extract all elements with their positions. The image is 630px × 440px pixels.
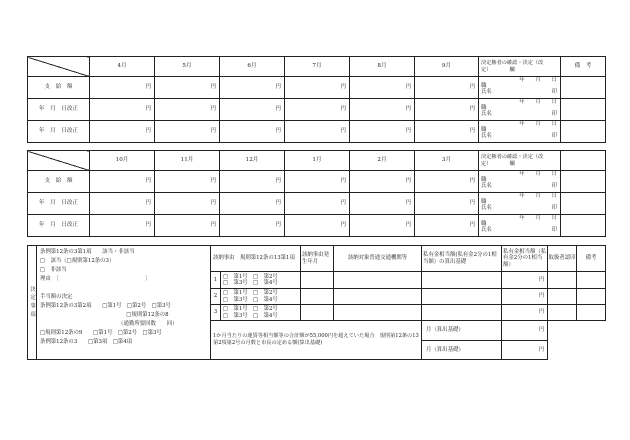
amount-cell[interactable]: 円 bbox=[285, 215, 350, 237]
row-label-revision: 年 月 日改正 bbox=[28, 193, 90, 215]
confirm-cell[interactable]: 年 月 日 職 氏名 印 bbox=[479, 171, 561, 193]
month-header: 10月 bbox=[90, 151, 155, 171]
private-amount-cell[interactable]: 円 bbox=[502, 305, 548, 321]
amount-cell[interactable]: 円 bbox=[220, 171, 285, 193]
approval-cell[interactable] bbox=[548, 305, 577, 321]
corner-diagonal-cell bbox=[28, 151, 90, 171]
month-header: 11月 bbox=[155, 151, 220, 171]
month-header: 8月 bbox=[350, 57, 415, 77]
amount-cell[interactable]: 円 bbox=[155, 193, 220, 215]
amount-cell[interactable]: 円 bbox=[155, 121, 220, 143]
confirm-cell[interactable]: 年 月 日 職 氏名 印 bbox=[479, 121, 561, 143]
row-label-payment: 支 給 額 bbox=[28, 77, 90, 99]
confirm-cell[interactable]: 年 月 日 職 氏名 印 bbox=[479, 77, 561, 99]
approval-cell[interactable] bbox=[548, 289, 577, 305]
amount-cell[interactable]: 円 bbox=[350, 193, 415, 215]
row-label-payment: 支 給 額 bbox=[28, 171, 90, 193]
amount-cell[interactable]: 円 bbox=[415, 171, 479, 193]
amount-cell[interactable]: 円 bbox=[285, 121, 350, 143]
month-header: 3月 bbox=[415, 151, 479, 171]
occurrence-cell[interactable] bbox=[301, 272, 334, 289]
confirm-cell[interactable]: 年 月 日 職 氏名 印 bbox=[479, 215, 561, 237]
month-header: 12月 bbox=[220, 151, 285, 171]
col-header-reason: 該納事由 規則第12条の13第1項 bbox=[211, 246, 301, 272]
amount-cell[interactable]: 円 bbox=[350, 121, 415, 143]
month-header: 4月 bbox=[90, 57, 155, 77]
transport-cell[interactable] bbox=[334, 289, 422, 305]
month-header: 9月 bbox=[415, 57, 479, 77]
reason-checkboxes[interactable]: □ 第1号 □ 第2号 □ 第3号 □ 第4号 bbox=[221, 305, 301, 321]
amount-cell[interactable]: 円 bbox=[220, 77, 285, 99]
remarks-cell[interactable] bbox=[561, 215, 606, 237]
amount-cell[interactable]: 円 bbox=[285, 77, 350, 99]
amount-cell[interactable]: 円 bbox=[350, 77, 415, 99]
amount-cell[interactable]: 円 bbox=[90, 215, 155, 237]
remarks-cell[interactable] bbox=[561, 99, 606, 121]
private-amount-cell[interactable]: 円 bbox=[502, 272, 548, 289]
reason-checkboxes[interactable]: □ 第1号 □ 第2号 □ 第3号 □ 第4号 bbox=[221, 272, 301, 289]
row-label-revision: 年 月 日改正 bbox=[28, 121, 90, 143]
amount-cell[interactable]: 円 bbox=[350, 215, 415, 237]
corner-diagonal-cell bbox=[28, 57, 90, 77]
approval-cell[interactable] bbox=[548, 272, 577, 289]
blank-cell bbox=[548, 321, 606, 341]
col-header-occurrence: 該納事由発生年月 bbox=[301, 246, 334, 272]
monthly-table-second-half bbox=[27, 150, 606, 237]
amount-cell[interactable]: 円 bbox=[220, 193, 285, 215]
amount-cell[interactable]: 円 bbox=[350, 171, 415, 193]
reason-checkboxes[interactable]: □ 第1号 □ 第2号 □ 第3号 □ 第4号 bbox=[221, 289, 301, 305]
amount-cell[interactable]: 円 bbox=[90, 171, 155, 193]
remarks-cell[interactable] bbox=[561, 77, 606, 99]
private-amount-cell[interactable]: 円 bbox=[502, 289, 548, 305]
amount-cell[interactable]: 円 bbox=[155, 215, 220, 237]
private-car-cell[interactable] bbox=[422, 289, 502, 305]
occurrence-cell[interactable] bbox=[301, 289, 334, 305]
monthly-table-first-half bbox=[27, 56, 606, 143]
month-calc-amount[interactable]: 円 bbox=[502, 321, 548, 341]
amount-cell[interactable]: 円 bbox=[415, 99, 479, 121]
blank-cell bbox=[548, 341, 606, 360]
amount-cell[interactable]: 円 bbox=[415, 121, 479, 143]
amount-cell[interactable]: 円 bbox=[220, 99, 285, 121]
month-header: 2月 bbox=[350, 151, 415, 171]
remarks-cell[interactable] bbox=[561, 193, 606, 215]
transport-cell[interactable] bbox=[334, 272, 422, 289]
month-header: 1月 bbox=[285, 151, 350, 171]
private-car-cell[interactable] bbox=[422, 305, 502, 321]
amount-cell[interactable]: 円 bbox=[350, 99, 415, 121]
amount-cell[interactable]: 円 bbox=[220, 215, 285, 237]
remarks-header: 備 考 bbox=[561, 57, 606, 77]
remarks-cell[interactable] bbox=[577, 272, 606, 289]
confirm-cell[interactable]: 年 月 日 職 氏名 印 bbox=[479, 193, 561, 215]
amount-cell[interactable]: 円 bbox=[220, 121, 285, 143]
amount-cell[interactable]: 円 bbox=[285, 171, 350, 193]
row-label-revision: 年 月 日改正 bbox=[28, 215, 90, 237]
month-calc-label: 月（算出基礎） bbox=[422, 321, 502, 341]
amount-cell[interactable]: 円 bbox=[90, 77, 155, 99]
decision-details: 条例第12条の3第1項 該当・非該当 □ 該当（□規則第12条の3） □ 非該当 理由 〔 〕 手当額の決定 条例第12条の3第2項 □第1号 □第2号 □第3号 □規則第12条の8 （通勤所要回数 回） □規則第12条の9 □第1号 □第2号 □第3号 条例第12条の3 □第3項 □第4項 bbox=[37, 246, 211, 360]
amount-cell[interactable]: 円 bbox=[415, 215, 479, 237]
col-header-private-amount: 私有金相当額（私有金2分の1相当額） bbox=[502, 246, 548, 272]
amount-cell[interactable]: 円 bbox=[90, 99, 155, 121]
month-header: 5月 bbox=[155, 57, 220, 77]
month-calc-label: 月（算出基礎） bbox=[422, 341, 502, 360]
confirm-header: 決定権者の確認・決定（改 定） 欄 bbox=[479, 151, 561, 171]
col-header-transport: 該納対象普通交通機関等 bbox=[334, 246, 422, 272]
amount-cell[interactable]: 円 bbox=[155, 77, 220, 99]
remarks-cell[interactable] bbox=[577, 305, 606, 321]
remarks-cell[interactable] bbox=[577, 289, 606, 305]
amount-cell[interactable]: 円 bbox=[155, 171, 220, 193]
amount-cell[interactable]: 円 bbox=[90, 121, 155, 143]
amount-cell[interactable]: 円 bbox=[285, 99, 350, 121]
month-calc-amount[interactable]: 円 bbox=[502, 341, 548, 360]
month-header: 6月 bbox=[220, 57, 285, 77]
footer-note: 1か月当たりの運賃等相当額等の合計額が55,000円を超えていた場合 規則第12条の13第2項第2号の月数と市長の定める額(算出基礎) bbox=[211, 321, 422, 360]
decision-label: 決定事項 bbox=[28, 246, 37, 360]
amount-cell[interactable]: 円 bbox=[285, 193, 350, 215]
row-label-revision: 年 月 日改正 bbox=[28, 99, 90, 121]
confirm-header: 決定権者の確認・決定（改 定） 欄 bbox=[479, 57, 561, 77]
remarks-cell[interactable] bbox=[561, 121, 606, 143]
remarks-cell[interactable] bbox=[561, 171, 606, 193]
amount-cell[interactable]: 円 bbox=[155, 99, 220, 121]
col-header-remarks: 備考 bbox=[577, 246, 606, 272]
confirm-cell[interactable]: 年 月 日 職 氏名 印 bbox=[479, 99, 561, 121]
occurrence-cell[interactable] bbox=[301, 305, 334, 321]
amount-cell[interactable]: 円 bbox=[415, 77, 479, 99]
month-header: 7月 bbox=[285, 57, 350, 77]
col-header-private-car: 私有金相当額(私有金2分の1相当額）の算出基礎 bbox=[422, 246, 502, 272]
amount-cell[interactable]: 円 bbox=[415, 193, 479, 215]
row-number: 3 bbox=[211, 305, 221, 321]
amount-cell[interactable]: 円 bbox=[90, 193, 155, 215]
private-car-cell[interactable] bbox=[422, 272, 502, 289]
transport-cell[interactable] bbox=[334, 305, 422, 321]
row-number: 2 bbox=[211, 289, 221, 305]
col-header-approval: 取扱者認印 bbox=[548, 246, 577, 272]
decision-table bbox=[27, 245, 606, 360]
row-number: 1 bbox=[211, 272, 221, 289]
